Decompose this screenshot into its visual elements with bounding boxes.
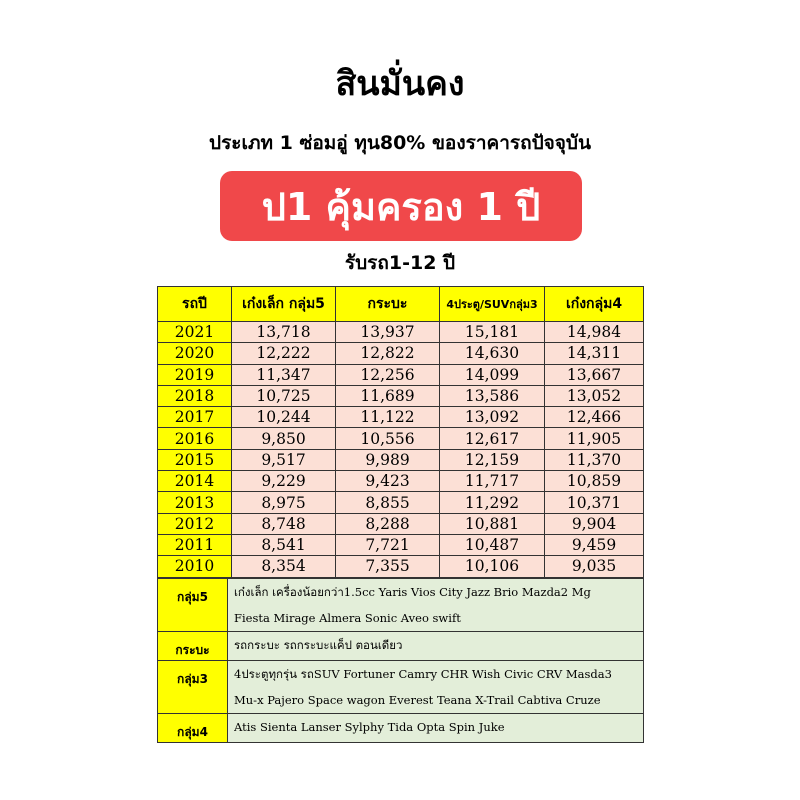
group-row [158,661,644,714]
price-cell: 13,667 [545,364,644,385]
price-cell: 8,855 [336,492,440,513]
year-cell: 2020 [158,343,232,364]
table-row [158,556,644,577]
group-row [158,632,644,661]
year-cell: 2019 [158,364,232,385]
year-cell: 2012 [158,513,232,534]
price-cell: 13,052 [545,385,644,406]
group-description [228,714,644,743]
price-cell: 15,181 [440,322,545,343]
price-cell: 12,222 [232,343,336,364]
price-cell: 10,725 [232,385,336,406]
price-cell: 14,311 [545,343,644,364]
table-row [158,513,644,534]
price-cell: 13,937 [336,322,440,343]
group-description [228,632,644,661]
price-cell: 10,244 [232,407,336,428]
year-cell: 2016 [158,428,232,449]
price-cell: 14,984 [545,322,644,343]
column-header-year: รถปี [158,287,232,322]
price-cell: 8,288 [336,513,440,534]
price-cell: 14,099 [440,364,545,385]
accepted-car-age: รับรถ1-12 ปี [344,252,456,274]
table-row [158,364,644,385]
price-cell: 10,106 [440,556,545,577]
year-cell: 2010 [158,556,232,577]
table-row [158,449,644,470]
year-cell: 2013 [158,492,232,513]
year-cell: 2011 [158,534,232,555]
price-cell: 7,721 [336,534,440,555]
group-description [228,579,644,632]
price-cell: 8,354 [232,556,336,577]
group-line: 4ประตูทุกรุ่น รถSUV Fortuner Camry CHR Wish Civic CRV Masda3 [234,667,612,681]
year-cell: 2014 [158,471,232,492]
price-cell: 11,347 [232,364,336,385]
year-cell: 2021 [158,322,232,343]
column-header-pickup: กระบะ [336,287,440,322]
price-table [157,286,644,578]
price-cell: 12,159 [440,449,545,470]
price-cell: 9,423 [336,471,440,492]
group-description [228,661,644,714]
group-line: เก๋งเล็ก เครื่องน้อยกว่า1.5cc Yaris Vios City Jazz Brio Mazda2 Mg [234,585,591,599]
group-row [158,714,644,743]
group-line: รถกระบะ รถกระบะแค็ป ตอนเดียว [234,638,403,652]
column-header-group3: 4ประตู/SUVกลุ่ม3 [440,287,545,322]
price-cell: 9,989 [336,449,440,470]
price-cell: 12,256 [336,364,440,385]
coverage-banner: ป1 คุ้มครอง 1 ปี [220,171,582,241]
table-row [158,492,644,513]
price-cell: 8,541 [232,534,336,555]
price-cell: 10,859 [545,471,644,492]
price-cell: 12,822 [336,343,440,364]
table-row [158,407,644,428]
column-header-group4: เก๋งกลุ่ม4 [545,287,644,322]
table-row [158,534,644,555]
price-cell: 13,586 [440,385,545,406]
price-cell: 9,035 [545,556,644,577]
price-table-header [158,287,644,322]
group-line: Atis Sienta Lanser Sylphy Tida Opta Spin Juke [234,720,505,734]
price-cell: 13,718 [232,322,336,343]
price-cell: 9,229 [232,471,336,492]
price-cell: 11,122 [336,407,440,428]
group-name: กลุ่ม4 [158,714,228,743]
table-row [158,343,644,364]
price-cell: 11,370 [545,449,644,470]
price-cell: 9,517 [232,449,336,470]
price-cell: 9,904 [545,513,644,534]
table-row [158,428,644,449]
price-cell: 11,689 [336,385,440,406]
price-cell: 10,371 [545,492,644,513]
year-cell: 2018 [158,385,232,406]
price-cell: 12,617 [440,428,545,449]
price-cell: 11,905 [545,428,644,449]
price-cell: 14,630 [440,343,545,364]
price-cell: 9,850 [232,428,336,449]
year-cell: 2015 [158,449,232,470]
group-row [158,579,644,632]
price-cell: 13,092 [440,407,545,428]
group-line: Mu-x Pajero Space wagon Everest Teana X-Trail Cabtiva Cruze [234,693,601,707]
group-name: กลุ่ม3 [158,661,228,714]
year-cell: 2017 [158,407,232,428]
page-title: สินมั่นคง [335,64,465,104]
group-name: กลุ่ม5 [158,579,228,632]
price-cell: 9,459 [545,534,644,555]
price-cell: 7,355 [336,556,440,577]
price-cell: 8,748 [232,513,336,534]
table-row [158,322,644,343]
price-cell: 10,487 [440,534,545,555]
table-row [158,385,644,406]
price-cell: 8,975 [232,492,336,513]
group-line: Fiesta Mirage Almera Sonic Aveo swift [234,611,461,625]
price-cell: 12,466 [545,407,644,428]
coverage-subtitle: ประเภท 1 ซ่อมอู่ ทุน80% ของราคารถปัจจุบัน [209,132,591,154]
group-name: กระบะ [158,632,228,661]
column-header-group5: เก๋งเล็ก กลุ่ม5 [232,287,336,322]
price-cell: 11,717 [440,471,545,492]
group-legend-table [157,578,644,743]
price-cell: 10,881 [440,513,545,534]
table-row [158,471,644,492]
price-cell: 11,292 [440,492,545,513]
price-cell: 10,556 [336,428,440,449]
